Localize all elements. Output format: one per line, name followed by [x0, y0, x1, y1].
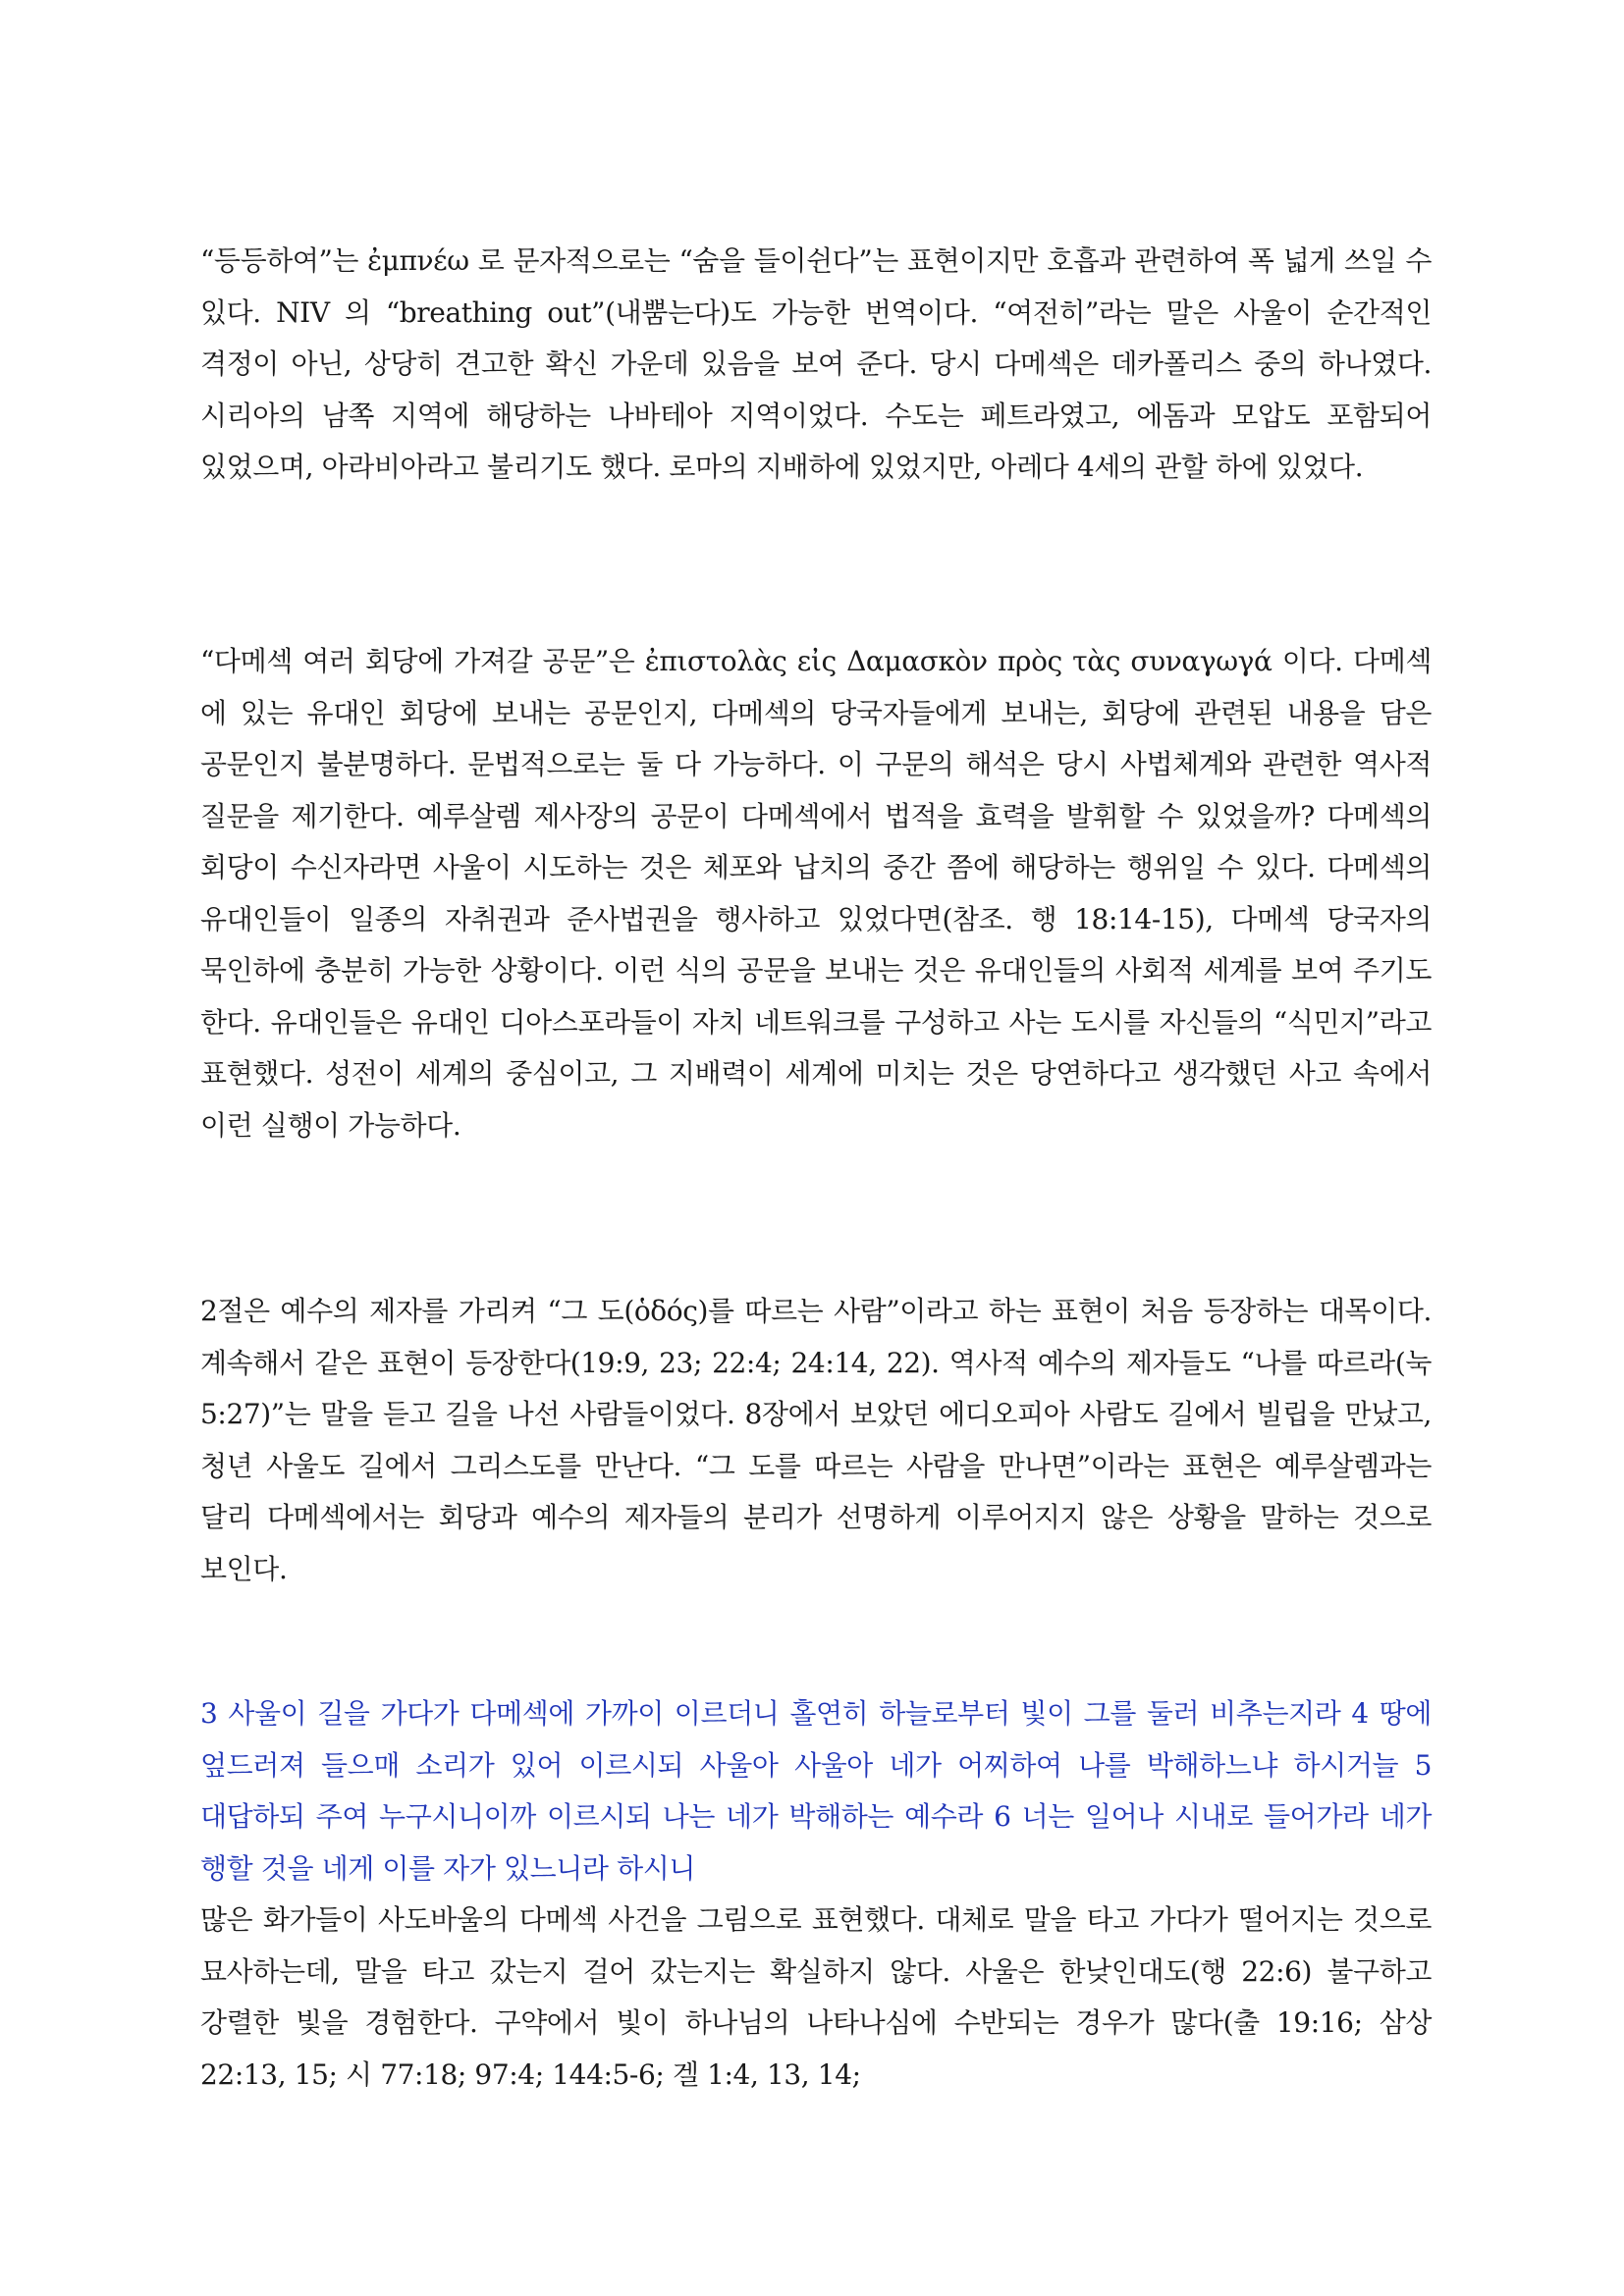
paragraph-damascus-letters: “다메섹 여러 회당에 가져갈 공문”은 ἐπιστολὰς εἰς Δαμασκὸν πρὸς τὰς συναγωγά 이다. 다메섹 에 있는 유대인 회당에 보내는 공문인지, 다메섹의 당국자들에게 보내는, 회당에 관련된 내용을 담은 공문인지 불분명하다. 문법적으로는 둘 다 가능하다. 이 구문의 해석은 당시 사법체계와 관련한 역사적 질문을 제기한다. 예루살렘 제사장의 공문이 다메섹에서 법적을 효력을 발휘할 수 있었을까? 다메섹의 회당이 수신자라면 사울이 시도하는 것은 체포와 납치의 중간 쯤에 해당하는 행위일 수 있다. 다메섹의 유대인들이 일종의 자취권과 준사법권을 행사하고 있었다면(참조. 행 18:14-15), 다메섹 당국자의 묵인하에 충분히 가능한 상황이다. 이런 식의 공문을 보내는 것은 유대인들의 사회적 세계를 보여 주기도 한다. 유대인들은 유대인 디아스포라들이 자치 네트워크를 구성하고 사는 도시를 자신들의 “식민지”라고 표현했다. 성전이 세계의 중심이고, 그 지배력이 세계에 미치는 것은 당연하다고 생각했던 사고 속에서 이런 실행이 가능하다. — [200, 645, 1433, 1142]
paragraph-damascus-event: 많은 화가들이 사도바울의 다메섹 사건을 그림으로 표현했다. 대체로 말을 타고 가다가 떨어지는 것으로 묘사하는데, 말을 타고 갔는지 걸어 갔는지는 확실하지 않다. 사울은 한낮인대도(행 22:6) 불구하고 강렬한 빛을 경험한다. 구약에서 빛이 하나님의 나타나심에 수반되는 경우가 많다(출 19:16; 삼상 22:13, 15; 시 77:18; 97:4; 144:5-6; 겔 1:4, 13, 14; — [200, 1903, 1432, 2091]
paragraph-the-way: 2절은 예수의 제자를 가리켜 “그 도(ὁδός)를 따르는 사람”이라고 하는 표현이 처음 등장하는 대목이다. 계속해서 같은 표현이 등장한다(19:9, 23; 22:4; 24:14, 22). 역사적 예수의 제자들도 “나를 따르라(눅 5:27)”는 말을 듣고 길을 나선 사람들이었다. 8장에서 보았던 에디오피아 사람도 길에서 빌립을 만났고, 청년 사울도 길에서 그리스도를 만난다. “그 도를 따르는 사람을 만나면”이라는 표현은 예루살렘과는 달리 다메섹에서는 회당과 예수의 제자들의 분리가 선명하게 이루어지지 않은 상황을 말하는 것으로 보인다. — [200, 1295, 1432, 1585]
paragraph-breathing-out: “등등하여”는 ἐμπνέω 로 문자적으로는 “숨을 들이쉰다”는 표현이지만 호흡과 관련하여 폭 넓게 쓰일 수 있다. NIV 의 “breathing out”(내뿜는다)도 가능한 번역이다. “여전히”라는 말은 사울이 순간적인 격정이 아닌, 상당히 견고한 확신 가운데 있음을 보여 준다. 당시 다메섹은 데카폴리스 중의 하나였다. 시리아의 남쪽 지역에 해당하는 나바테아 지역이었다. 수도는 페트라였고, 에돔과 모압도 포함되어 있었으며, 아라비아라고 불리기도 했다. 로마의 지배하에 있었지만, 아레다 4세의 관할 하에 있었다. — [200, 244, 1432, 483]
scripture-quote-verses-3-6: 3 사울이 길을 가다가 다메섹에 가까이 이르더니 홀연히 하늘로부터 빛이 그를 둘러 비추는지라 4 땅에 엎드러져 들으매 소리가 있어 이르시되 사울아 사울아 네가 어찌하여 나를 박해하느냐 하시거늘 5 대답하되 주여 누구시니이까 이르시되 나는 네가 박해하는 예수라 6 너는 일어나 시내로 들어가라 네가 행할 것을 네게 이를 자가 있느니라 하시니 — [200, 1697, 1432, 1885]
